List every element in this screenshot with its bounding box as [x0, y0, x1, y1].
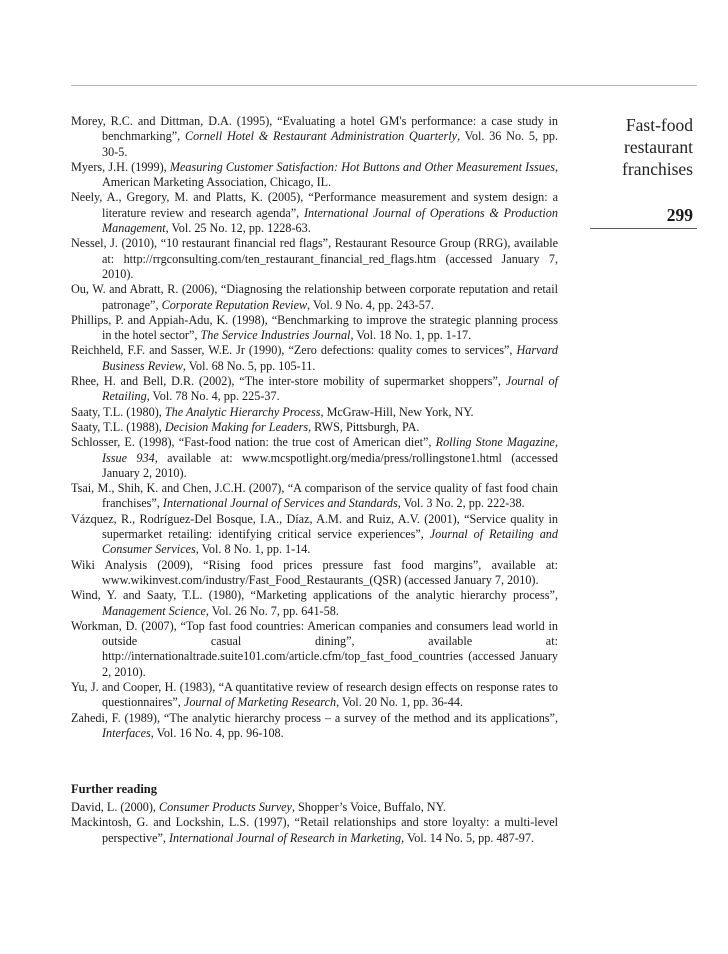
further-reading-heading: Further reading — [71, 782, 157, 796]
running-title-line: franchises — [622, 159, 693, 179]
reference-text: Phillips, P. and Appiah-Adu, K. (1998), “Benchmarking to improve the strategic planning process in the hotel sector”, — [71, 312, 558, 343]
reference-entry — [71, 481, 558, 512]
reference-entry — [71, 619, 558, 680]
page-number: 299 — [666, 205, 693, 225]
reference-text: Workman, D. (2007), “Top fast food countries: American companies and consumers lead world in outside casual dining”, available at: http://internationaltrade.suite101.com/article.cfm/top_fast_food_countries (accessed January 2, 2010). — [71, 618, 558, 679]
reference-entry — [71, 512, 558, 558]
reference-text: Mackintosh, G. and Lockshin, L.S. (1997), “Retail relationships and store loyalty: a multi-level perspective”, — [71, 815, 558, 845]
reference-source-title: International Journal of Research in Marketing — [169, 830, 402, 845]
page-number-rule — [590, 228, 697, 229]
reference-text: , Vol. 36 No. 5, pp. 30-5. — [102, 129, 559, 159]
reference-source-title: Cornell Hotel & Restaurant Administration Quarterly — [184, 129, 458, 144]
reference-text: Vázquez, R., Rodríguez-Del Bosque, I.A., Díaz, A.M. and Ruiz, A.V. (2001), “Service quality in supermarket retailing: identifying critical service experiences”, — [71, 511, 558, 542]
further-reading-list — [71, 800, 558, 846]
reference-entry — [71, 343, 558, 374]
reference-source-title: Rolling Stone Magazine, Issue 934 — [102, 435, 558, 465]
reference-source-title: Measuring Customer Satisfaction: Hot Buttons and Other Measurement Issues — [169, 159, 555, 174]
header-rule — [71, 85, 697, 86]
reference-text: , Shopper’s Voice, Buffalo, NY. — [291, 800, 446, 814]
reference-entry — [71, 435, 558, 481]
reference-list — [71, 114, 558, 741]
reference-text: Rhee, H. and Bell, D.R. (2002), “The inter-store mobility of supermarket shoppers”, — [71, 374, 506, 389]
reference-text: Yu, J. and Cooper, H. (1983), “A quantitative review of research design effects on response rates to questionnaires”, — [71, 679, 558, 710]
reference-text: , American Marketing Association, Chicago, IL. — [102, 159, 558, 190]
running-title-line: restaurant — [624, 137, 693, 157]
reference-source-title: Decision Making for Leaders — [164, 419, 309, 434]
running-title — [590, 114, 693, 180]
reference-source-title: Harvard Business Review — [102, 343, 558, 373]
reference-source-title: International Journal of Services and Standards — [162, 496, 398, 511]
reference-entry — [71, 313, 558, 344]
reference-text: , Vol. 68 No. 5, pp. 105-11. — [182, 358, 316, 373]
reference-text: Saaty, T.L. (1980), — [71, 404, 165, 419]
reference-entry — [71, 420, 558, 435]
reference-text: , Vol. 3 No. 2, pp. 222-38. — [397, 496, 525, 511]
reference-source-title: Corporate Reputation Review — [161, 297, 308, 312]
reference-entry — [71, 815, 558, 846]
reference-text: Reichheld, F.F. and Sasser, W.E. Jr (1990), “Zero defections: quality comes to services”, — [71, 343, 517, 358]
reference-text: , Vol. 8 No. 1, pp. 1-14. — [195, 542, 311, 557]
reference-entry — [71, 711, 558, 742]
reference-text: Wind, Y. and Saaty, T.L. (1980), “Marketing applications of the analytic hierarchy process”, — [71, 588, 558, 603]
reference-text: Ou, W. and Abratt, R. (2006), “Diagnosing the relationship between corporate reputation and retail patronage”, — [71, 282, 558, 312]
reference-entry — [71, 588, 558, 619]
reference-entry — [71, 405, 558, 420]
running-title-line: Fast-food — [625, 115, 693, 135]
reference-text: David, L. (2000), — [71, 800, 160, 814]
reference-text: , Vol. 78 No. 4, pp. 225-37. — [146, 389, 280, 404]
reference-source-title: International Journal of Operations & Production Management — [102, 205, 558, 236]
reference-entry — [71, 800, 558, 815]
reference-text: Schlosser, E. (1998), “Fast-food nation: the true cost of American diet”, — [71, 435, 436, 450]
reference-entry — [71, 160, 558, 191]
reference-text: , Vol. 26 No. 7, pp. 641-58. — [205, 603, 339, 618]
reference-text: Zahedi, F. (1989), “The analytic hierarchy process – a survey of the method and its applications”, — [71, 710, 558, 725]
reference-text: , Vol. 25 No. 12, pp. 1228-63. — [165, 221, 311, 236]
reference-text: Nessel, J. (2010), “10 restaurant financial red flags”, Restaurant Resource Group (RRG), available at: http://rrgconsulting.com/ten_restaurant_financial_red_flags.htm (accessed January 7, 2010). — [71, 236, 558, 281]
reference-text: , Vol. 9 No. 4, pp. 243-57. — [307, 297, 434, 312]
reference-text: Morey, R.C. and Dittman, D.A. (1995), “Evaluating a hotel GM's performance: a case study in benchmarking”, — [71, 114, 558, 144]
reference-source-title: Management Science — [102, 603, 206, 618]
reference-text: , Vol. 16 No. 4, pp. 96-108. — [150, 725, 284, 740]
reference-text: , Vol. 18 No. 1, pp. 1-17. — [350, 328, 472, 343]
reference-text: , available at: www.mcspotlight.org/media/press/rollingstone1.html (accessed January 2, 2010). — [102, 450, 558, 480]
reference-source-title: The Analytic Hierarchy Process — [164, 404, 321, 419]
reference-text: , Vol. 14 No. 5, pp. 487-97. — [401, 830, 535, 845]
reference-entry — [71, 282, 558, 313]
reference-text: Tsai, M., Shih, K. and Chen, J.C.H. (2007), “A comparison of the service quality of fast food chain franchises”, — [71, 481, 558, 511]
reference-text: , RWS, Pittsburgh, PA. — [308, 419, 420, 434]
reference-text: Saaty, T.L. (1988), — [71, 419, 165, 434]
reference-text: Wiki Analysis (2009), “Rising food prices pressure fast food margins”, available at: www.wikinvest.com/industry/Fast_Food_Restaurants_(QSR) (accessed January 7, 2010). — [71, 557, 558, 587]
reference-entry — [71, 114, 558, 160]
reference-entry — [71, 558, 558, 589]
reference-text: , McGraw-Hill, New York, NY. — [320, 404, 474, 419]
reference-entry — [71, 190, 558, 236]
reference-source-title: Interfaces — [102, 725, 151, 740]
reference-entry — [71, 236, 558, 282]
reference-source-title: The Service Industries Journal — [200, 328, 351, 343]
reference-source-title: Consumer Products Survey — [159, 800, 292, 814]
reference-entry — [71, 680, 558, 711]
reference-source-title: Journal of Marketing Research — [183, 695, 337, 710]
reference-text: , Vol. 20 No. 1, pp. 36-44. — [336, 695, 463, 710]
reference-text: Myers, J.H. (1999), — [71, 159, 170, 174]
reference-source-title: Journal of Retailing and Consumer Services — [102, 527, 558, 557]
reference-text: Neely, A., Gregory, M. and Platts, K. (2005), “Performance measurement and system design: a literature review and research agenda”, — [71, 190, 558, 220]
reference-entry — [71, 374, 558, 405]
reference-source-title: Journal of Retailing — [102, 374, 558, 404]
